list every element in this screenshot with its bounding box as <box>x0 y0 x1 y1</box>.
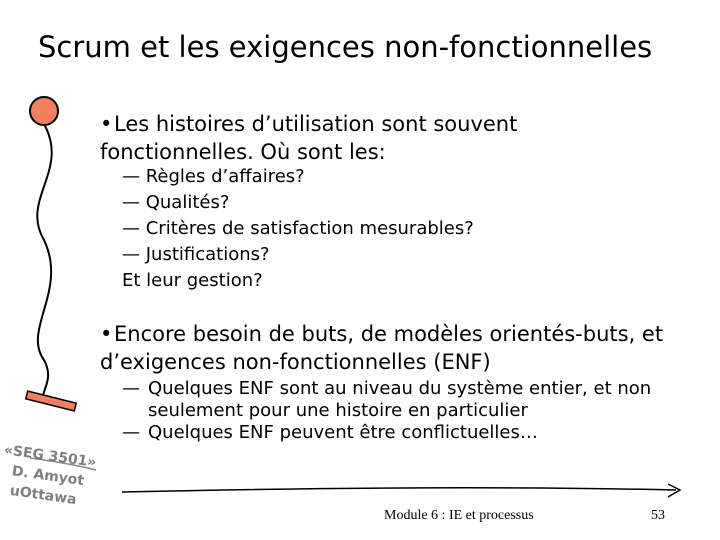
arrow-line <box>122 488 676 492</box>
sub-item-text: Quelques ENF peuvent être conflictuelles… <box>148 422 538 443</box>
sub-item: Et leur gestion? <box>122 270 263 291</box>
stamp-line: D. Amyot <box>10 463 86 490</box>
bullet-1 <box>100 110 640 166</box>
bullet-2-sublist <box>122 378 692 444</box>
bullet-2 <box>100 320 690 376</box>
bullet-2-text: Encore besoin de buts, de modèles orientés-buts, et d’exigences non-fonctionnelles (ENF) <box>100 322 664 374</box>
orange-circle <box>30 97 58 125</box>
sub-item: — Qualités? <box>122 192 230 213</box>
stamp-line: «SEG 3501» <box>2 442 98 471</box>
sub-item-text: Quelques ENF sont au niveau du système entier, et non seulement pour une histoire en particulier <box>148 378 652 421</box>
bullet-1-text: Les histoires d’utilisation sont souvent fonctionnelles. Où sont les: <box>100 112 518 164</box>
bullet-dot-icon: • <box>100 112 113 136</box>
wavy-line <box>37 124 51 398</box>
sub-item: — Justifications? <box>122 244 270 265</box>
orange-bar <box>26 391 76 411</box>
stamp-line: uOttawa <box>8 482 78 509</box>
dash: — <box>122 378 140 399</box>
bullet-1-sublist <box>122 164 474 294</box>
sub-item: — Règles d’affaires? <box>122 166 305 187</box>
slide-title: Scrum et les exigences non-fonctionnelles <box>38 30 653 64</box>
sub-item <box>122 422 692 444</box>
dash: — <box>122 422 140 443</box>
sub-item: — Critères de satisfaction mesurables? <box>122 218 474 239</box>
page-number: 53 <box>651 508 665 523</box>
bullet-dot-icon: • <box>100 322 113 346</box>
footer-module: Module 6 : IE et processus <box>384 508 534 523</box>
course-stamp <box>2 440 98 509</box>
sub-item <box>122 378 692 422</box>
